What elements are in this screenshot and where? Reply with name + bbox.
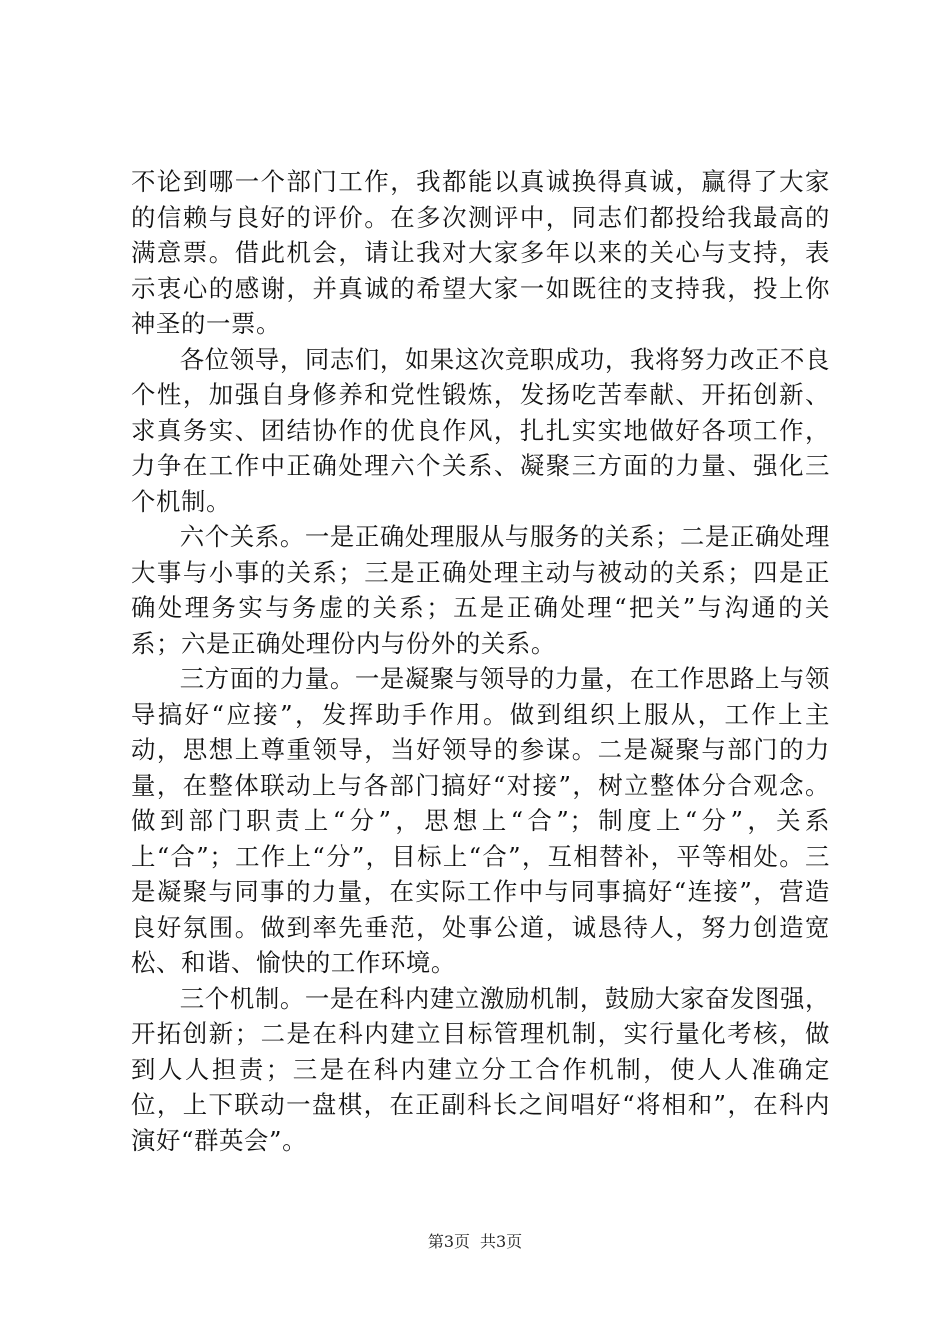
paragraph: 各位领导，同志们，如果这次竞职成功，我将努力改正不良个性，加强自身修养和党性锻炼，发扬吃苦奉献、开拓创新、求真务实、团结协作的优良作风，扎扎实实地做好各项工作，力争在工作中正确处理六个关系、凝聚三方面的力量、强化三个机制。 bbox=[131, 344, 830, 516]
page-total: 共3页 bbox=[480, 1232, 523, 1251]
paragraph: 三方面的力量。一是凝聚与领导的力量，在工作思路上与领导搞好“应接”，发挥助手作用。做到组织上服从，工作上主动，思想上尊重领导，当好领导的参谋。二是凝聚与部门的力量，在整体联动上与各部门搞好“对接”，树立整体分合观念。做到部门职责上“分”，思想上“合”；制度上“分”，关系上“合”；工作上“分”，目标上“合”，互相替补，平等相处。三是凝聚与同事的力量，在实际工作中与同事搞好“连接”，营造良好氛围。做到率先垂范，处事公道，诚恳待人，努力创造宽松、和谐、愉快的工作环境。 bbox=[131, 664, 830, 977]
page-footer bbox=[0, 1232, 950, 1252]
page-number: 第3页 bbox=[427, 1232, 470, 1251]
document-body bbox=[131, 164, 830, 1158]
paragraph: 六个关系。一是正确处理服从与服务的关系；二是正确处理大事与小事的关系；三是正确处理主动与被动的关系；四是正确处理务实与务虚的关系；五是正确处理“把关”与沟通的关系；六是正确处理份内与份外的关系。 bbox=[131, 522, 830, 658]
paragraph: 三个机制。一是在科内建立激励机制，鼓励大家奋发图强，开拓创新；二是在科内建立目标管理机制，实行量化考核，做到人人担责；三是在科内建立分工合作机制，使人人准确定位，上下联动一盘棋，在正副科长之间唱好“将相和”，在科内演好“群英会”。 bbox=[131, 983, 830, 1155]
paragraph: 不论到哪一个部门工作，我都能以真诚换得真诚，赢得了大家的信赖与良好的评价。在多次测评中，同志们都投给我最高的满意票。借此机会，请让我对大家多年以来的关心与支持，表示衷心的感谢，并真诚的希望大家一如既往的支持我，投上你神圣的一票。 bbox=[131, 167, 830, 338]
